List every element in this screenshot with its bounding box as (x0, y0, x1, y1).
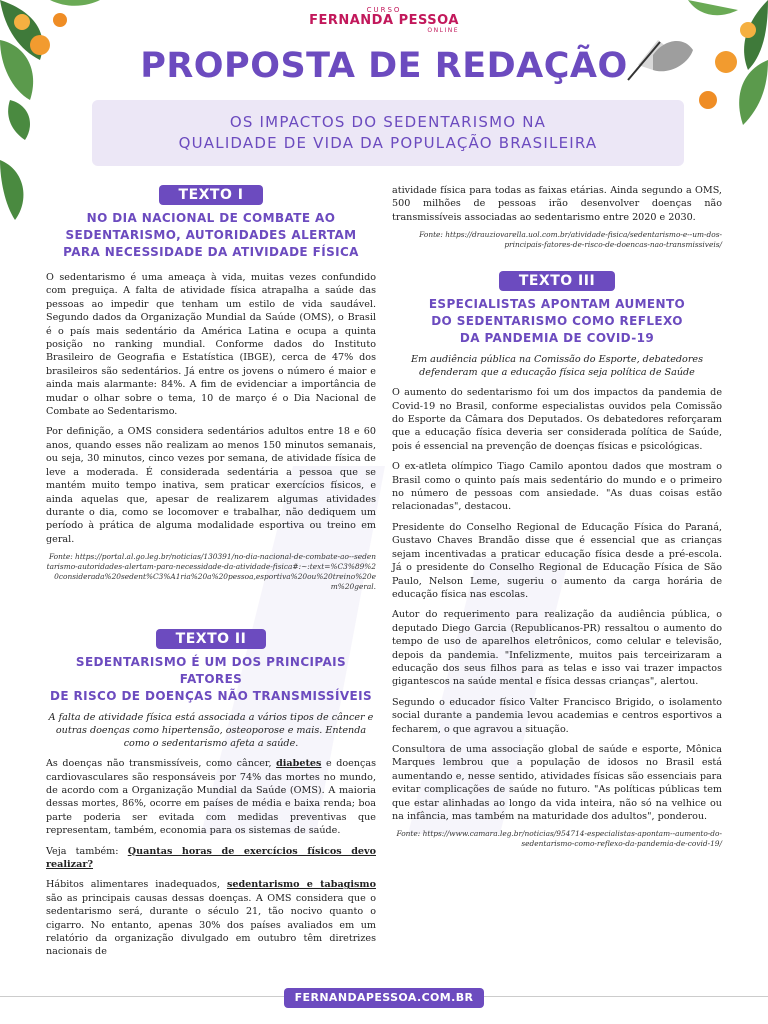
texto2-source-link[interactable]: Fonte: https://drauziovarella.uol.com.br/atividade-fisica/sedentarismo-e--um-dos-principais-fatores-de-risco-de-doencas-nao-transmissiveis/ (419, 230, 722, 250)
texto1-paragraph-1: O sedentarismo é uma ameaça à vida, muitas vezes confundido com preguiça. A falta de atividade física atrapalha a saúde das pessoas ao impedir que tenham um estilo de vida saudável. Segundo dados da Organização Mundial da Saúde (OMS), o Brasil é o país mais sedentário da América Latina e ocupa a quinta posição no ranking mundial. Conforme dados do Instituto Brasileiro de Geografia e Estatística (IBGE), cerca de 47% dos brasileiros são sedentários. Já entre os jovens o número é maior e ainda mais alarmante: 84%. A fim de evidenciar a importância de mudar o olhar sobre o tema, 10 de março é o Dia Nacional de Combate ao Sedentarismo. (46, 272, 376, 418)
texto3-paragraph-1: O aumento do sedentarismo foi um dos impactos da pandemia de Covid-19 no Brasil, conforme especialistas ouvidos pela Comissão do Esporte da Câmara dos Deputados. Os debatedores reforçaram que a educação física deveria ser considerada política de Saúde, pois é essencial na prevenção de doenças físicas e psicológicas. (392, 387, 722, 452)
right-column (392, 184, 722, 849)
texto2-p1-after: e doenças cardiovasculares são responsáveis por 74% das mortes no mundo, de acordo com a Organização Mundial da Saúde (OMS). A maioria dessas mortes, 86%, ocorre em países de média e baixa renda; boa parte poderia ser evitada com medidas preventivas que representam, também, economia para os sistemas de saúde. (46, 758, 376, 837)
left-column (46, 184, 376, 959)
texto3-title-line: DO SEDENTARISMO COMO REFLEXO (431, 314, 683, 329)
texto1-source-link[interactable]: Fonte: https://portal.al.go.leg.br/noticias/130391/no-dia-nacional-de-combate-ao--sedentarismo-autoridades-alertam-para-necessidade-da-atividade-fisica#:~:text=%C3%89%20considerada%20sedent%C3%A1ria%20a%20pessoa,esportiva%20ou%20treino%20em%20geral. (46, 552, 376, 592)
texto1-paragraph-2: Por definição, a OMS considera sedentários adultos entre 18 e 60 anos, quando esses não realizam ao menos 150 minutos semanais, ou seja, 30 minutos, cinco vezes por semana, de atividade física de leve a moderada. É considerada sedentária a pessoa que se mantém muito tempo inativa, sem praticar exercícios físicos, e ainda aquelas que, apesar de realizarem algumas atividades durante o dia, como se locomover e trabalhar, não dediquem um período à prática de alguma modalidade esportiva ou treino em geral. (46, 426, 376, 545)
texto1-title-line: NO DIA NACIONAL DE COMBATE AO (86, 211, 336, 225)
subtitle-box (92, 100, 684, 166)
sedentarismo-tabagismo-link[interactable]: sedentarismo e tabagismo (226, 879, 376, 891)
texto2-p3-before: Hábitos alimentares inadequados, (46, 879, 227, 891)
texto1-title-line: SEDENTARISMO, AUTORIDADES ALERTAM (65, 228, 357, 242)
texto2-p3-after: são as principais causas dessas doenças. A OMS considera que o sedentarismo será, durante o século 21, tão nocivo quanto o cigarro. No entanto, apenas 30% dos países avaliados em um relatório da organização divulgado em outubro têm diretrizes nacionais de (46, 892, 376, 958)
texto2-badge: TEXTO II (156, 629, 267, 649)
see-also-label: Veja também: (46, 845, 128, 857)
leaf-decoration-icon (0, 160, 40, 220)
brand-logo (0, 6, 768, 34)
texto2-continuation: atividade física para todas as faixas etárias. Ainda segundo a OMS, 500 milhões de pessoas irão desenvolver doenças não transmissíveis associadas ao sedentarismo entre 2020 e 2030. (392, 185, 722, 223)
texto1-badge: TEXTO I (159, 185, 264, 205)
diabetes-link[interactable]: diabetes (276, 758, 322, 770)
texto3-source-link[interactable]: Fonte: https://www.camara.leg.br/noticias/954714-especialistas-apontam--aumento-do-sedentarismo-como-reflexo-da-pandemia-de-covid-19/ (396, 829, 722, 849)
texto3-subtitle: Em audiência pública na Comissão do Esporte, debatedores defenderam que a educação física seja política de Saúde (410, 354, 704, 379)
texto2-title-line: DE RISCO DE DOENÇAS NÃO TRANSMISSÍVEIS (49, 689, 373, 704)
page-title: PROPOSTA DE REDAÇÃO (140, 46, 628, 86)
texto2-title (46, 654, 376, 705)
texto1-title (46, 210, 376, 261)
subtitle-line-1: OS IMPACTOS DO SEDENTARISMO NA (229, 113, 547, 131)
texto2-title-line: SEDENTARISMO É UM DOS PRINCIPAIS FATORES (75, 655, 347, 687)
texto3-paragraph-6: Consultora de uma associação global de saúde e esporte, Mônica Marques lembrou que a população de idosos no Brasil está aumentando e, nesse sentido, atividades físicas são essenciais para evitar complicações de saúde no futuro. "As políticas públicas tem que estar alinhadas ao longo da vida inteira, não só na velhice ou na infância, mas também na maturidade dos adultos", ponderou. (392, 743, 722, 822)
texto2-paragraph-3 (46, 878, 376, 958)
see-also-line (46, 845, 376, 872)
texto2-paragraph-1 (46, 757, 376, 837)
subtitle-line-2: QUALIDADE DE VIDA DA POPULAÇÃO BRASILEIRA (178, 134, 598, 152)
texto3-paragraph-5: Segundo o educador físico Valter Francisco Brigido, o isolamento social durante a pandemia levou academias e centros esportivos a fecharem, o que agravou a situação. (392, 696, 722, 735)
footer-website-link[interactable]: FERNANDAPESSOA.COM.BR (284, 988, 484, 1008)
texto3-title (392, 296, 722, 347)
texto3-paragraph-2: O ex-atleta olímpico Tiago Camilo apontou dados que mostram o Brasil como o quinto país mais sedentário do mundo e o primeiro no número de pessoas com ansiedade. "As duas coisas estão relacionadas", destacou. (392, 461, 722, 513)
texto1-title-line: PARA NECESSIDADE DA ATIVIDADE FÍSICA (63, 245, 359, 259)
texto2-p1-before: As doenças não transmissíveis, como câncer, (46, 758, 277, 770)
texto3-badge: TEXTO III (499, 271, 615, 291)
brand-top-label: CURSO (366, 6, 402, 14)
texto2-subtitle: A falta de atividade física está associada a vários tipos de câncer e outras doenças como hipertensão, osteoporose e mais. Entenda como o sedentarismo afeta a saúde. (48, 712, 374, 750)
texto3-title-line: DA PANDEMIA DE COVID-19 (459, 331, 655, 346)
texto3-paragraph-4: Autor do requerimento para realização da audiência pública, o deputado Diego Garcia (Republicanos-PR) ressaltou o aumento do tempo de uso de aparelhos eletrônicos, como celular e televisão, depois da pandemia. "Infelizmente, muitos pais terceirizaram a educação dos seus filhos para as telas e isso vai trazer impactos gigantescos na saúde mental e física dessas crianças", alertou. (392, 609, 722, 688)
texto3-title-line: ESPECIALISTAS APONTAM AUMENTO (428, 297, 686, 312)
brand-sub-label: ONLINE (427, 27, 459, 34)
see-also-link[interactable]: Quantas horas de exercícios físicos devo realizar? (46, 845, 376, 870)
brand-name: FERNANDA PESSOA (309, 13, 459, 28)
texto3-paragraph-3: Presidente do Conselho Regional de Educação Física do Paraná, Gustavo Chaves Brandão disse que é essencial que as crianças sejam incentivadas a praticar educação física desde a pré-escola. Já o presidente do Conselho Regional de Educação Física de São Paulo, Nelson Leme, sugeriu o aumento da carga horária de educação física nas escolas. (392, 521, 722, 600)
